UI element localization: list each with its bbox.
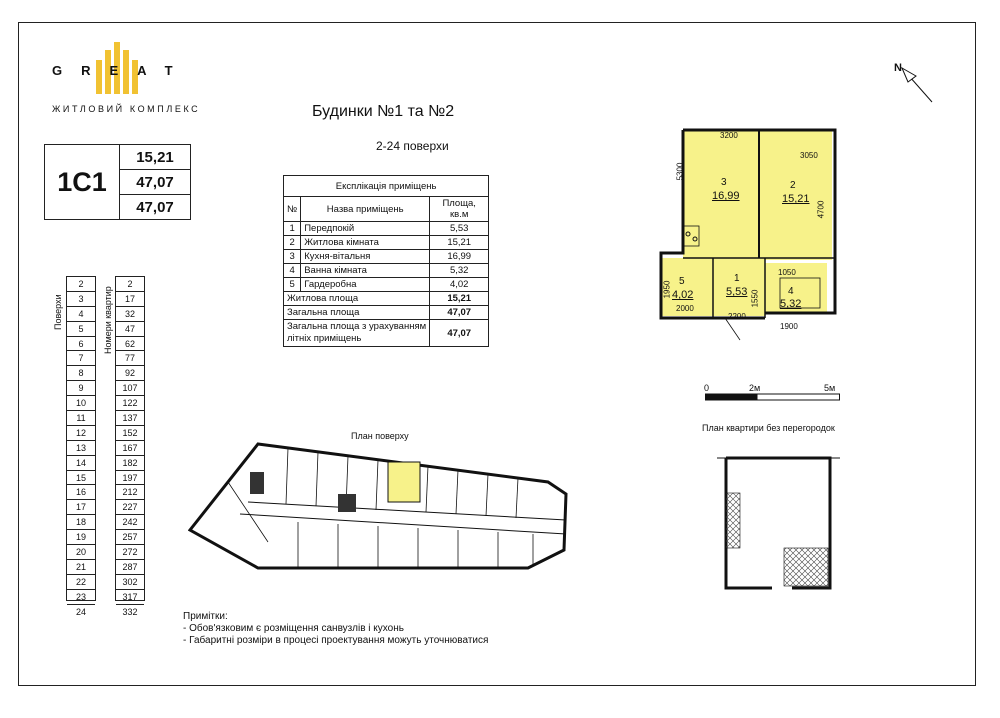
floors-cell: 18 [67,515,95,530]
dimension-label: 3050 [800,151,818,160]
floor-plan-label: План поверху [351,431,409,441]
room-area: 16,99 [712,190,740,202]
scale-label: 5м [824,383,836,393]
open-plan-label: План квартири без перегородок [702,423,835,433]
dimension-label: 1550 [750,289,760,308]
floors-cell: 6 [67,337,95,352]
total-area-summer-value: 47,07 [136,198,174,216]
room-no: 3 [721,177,727,188]
north-label: N [894,62,902,74]
living-area-value: 15,21 [120,145,190,170]
floor-plan [188,442,573,572]
floors-cell: 5 [67,322,95,337]
header-name: Назва приміщень [301,197,430,222]
floors-cell: 12 [67,426,95,441]
table-row: 1 Передпокій 5,53 [284,222,489,236]
floors-cell: 9 [67,381,95,396]
table-row: 5 Гардеробна 4,02 [284,278,489,292]
dimension-label: 1050 [778,268,796,277]
numbers-cell: 272 [116,545,144,560]
numbers-cell: 17 [116,292,144,307]
floors-cell: 11 [67,411,95,426]
page-title: Будинки №1 та №2 [312,103,455,120]
floors-cell: 2 [67,277,95,292]
numbers-cell: 92 [116,366,144,381]
logo-word: GREAT [52,63,192,78]
numbers-cell: 182 [116,456,144,471]
floors-cell: 4 [67,307,95,322]
room-no: 4 [788,286,794,297]
numbers-cell: 62 [116,337,144,352]
numbers-cell: 317 [116,590,144,605]
dimension-label: 2200 [728,312,746,321]
note-item: - Обов'язковим є розміщення санвузлів і кухонь [183,623,404,634]
numbers-cell: 32 [116,307,144,322]
scale-label: 0 [704,383,710,393]
dimension-label: 5300 [675,162,685,181]
scale-label: 2м [749,383,761,393]
numbers-cell: 47 [116,322,144,337]
floors-cell: 15 [67,471,95,486]
notes [183,611,488,647]
total-row: Загальна площа з урахуванням літніх приміщень 47,07 [284,320,489,347]
floors-cell: 24 [75,606,86,617]
open-plan [712,448,842,608]
dimension-label: 4700 [816,200,826,219]
numbers-column [115,276,145,617]
numbers-cell: 302 [116,575,144,590]
room-area: 5,53 [726,286,748,298]
floors-cell: 14 [67,456,95,471]
numbers-cell: 167 [116,441,144,456]
numbers-cell: 212 [116,485,144,500]
numbers-cell: 257 [116,530,144,545]
numbers-cell: 137 [116,411,144,426]
numbers-cell: 197 [116,471,144,486]
numbers-cell: 227 [116,500,144,515]
dimension-label: 1950 [662,280,672,299]
numbers-cell: 77 [116,351,144,366]
total-area-value: 47,07 [120,170,190,195]
floors-cell: 20 [67,545,95,560]
floors-range: 2-24 поверхи [376,139,449,153]
numbers-cell: 242 [116,515,144,530]
floors-cell: 19 [67,530,95,545]
floors-cell: 8 [67,366,95,381]
floors-cell: 10 [67,396,95,411]
numbers-label: Номери квартир [103,286,113,354]
floors-cell: 13 [67,441,95,456]
floors-label: Поверхи [53,294,63,330]
room-area: 4,02 [672,289,694,301]
dimension-label: 3200 [720,131,738,140]
apartment-summary [44,144,191,220]
header-no: № [284,197,301,222]
explication-table [283,175,489,347]
numbers-cell: 122 [116,396,144,411]
total-row: Загальна площа 47,07 [284,306,489,320]
floors-cell: 22 [67,575,95,590]
notes-title: Примітки: [183,611,228,622]
room-no: 5 [679,276,685,287]
dimension-label: 1900 [780,322,798,331]
floors-cell: 3 [67,292,95,307]
scale-bar [705,393,840,403]
north-arrow-icon [900,64,936,104]
numbers-cell: 287 [116,560,144,575]
apartment-code: 1С1 [45,145,120,219]
room-area: 5,32 [780,298,802,310]
floors-cell: 16 [67,485,95,500]
note-item: - Габаритні розміри в процесі проектування можуть уточнюватися [183,635,489,646]
floors-cell: 23 [67,590,95,605]
logo-subtitle: ЖИТЛОВИЙ КОМПЛЕКС [52,104,201,114]
floors-cell: 7 [67,351,95,366]
numbers-cell: 2 [116,277,144,292]
floors-column [66,276,96,617]
table-row: 4 Ванна кімната 5,32 [284,264,489,278]
floors-cell: 21 [67,560,95,575]
total-row: Житлова площа 15,21 [284,292,489,306]
numbers-cell: 332 [122,606,138,617]
header-area: Площа, кв.м [430,197,489,222]
room-area: 15,21 [782,193,810,205]
numbers-cell: 107 [116,381,144,396]
dimension-label: 2000 [676,304,694,313]
floors-cell: 17 [67,500,95,515]
table-row: 2 Житлова кімната 15,21 [284,236,489,250]
room-no: 2 [790,180,796,191]
table-row: 3 Кухня-вітальня 16,99 [284,250,489,264]
numbers-cell: 152 [116,426,144,441]
explication-title: Експлікація приміщень [284,176,489,197]
room-no: 1 [734,273,740,284]
